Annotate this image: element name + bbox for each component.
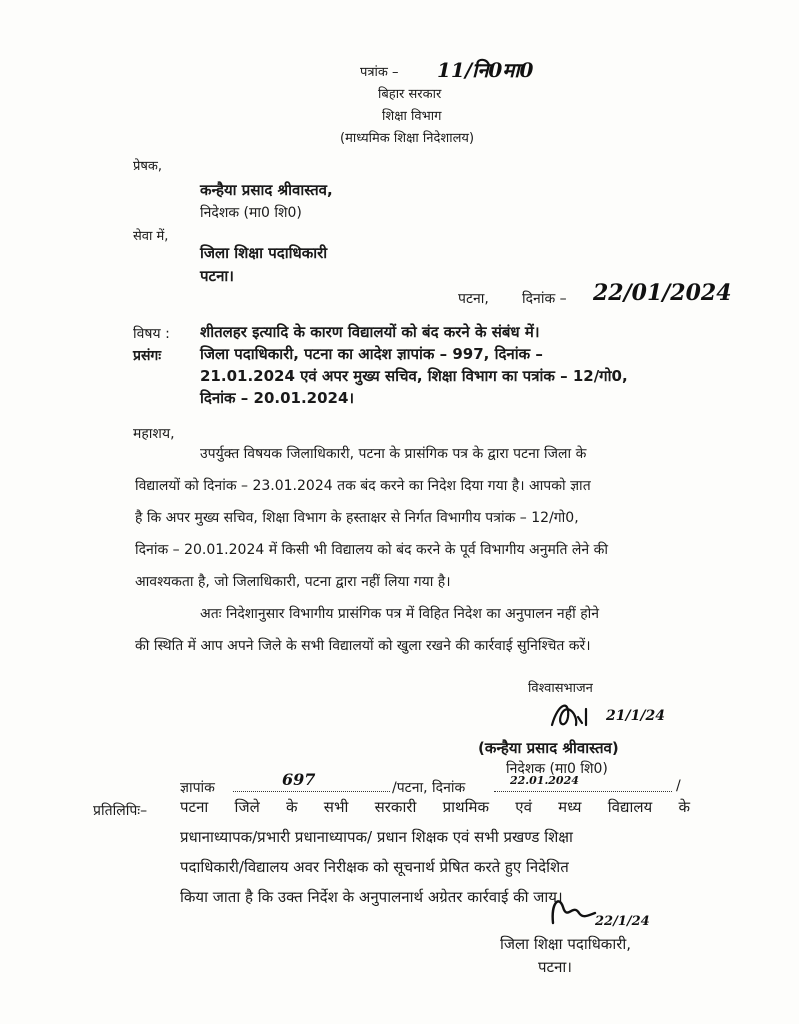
dateline-place: पटना, (458, 291, 489, 307)
salutation: महाशय, (133, 426, 175, 442)
copy-line-2: प्रधानाध्यापक/प्रभारी प्रधानाध्यापक/ प्रधान शिक्षक एवं सभी प्रखण्ड शिक्षा (180, 828, 573, 846)
sender-designation: निदेशक (मा0 शि0) (200, 205, 302, 221)
body-p2-line-1: अतः निदेशानुसार विभागीय प्रासंगिक पत्र में विहित निदेश का अनुपालन नहीं होने (200, 606, 600, 622)
recipient-label: सेवा में, (133, 229, 169, 244)
director-signature (548, 695, 608, 735)
recipient-line2: पटना। (200, 267, 234, 285)
memo-label: ज्ञापांक (180, 780, 215, 796)
memo-place: /पटना, दिनांक (392, 780, 466, 796)
copy-text (180, 792, 690, 912)
reference-line-2: 21.01.2024 एवं अपर मुख्य सचिव, शिक्षा विभाग का पत्रांक – 12/गो0, (200, 367, 628, 385)
sender-label: प्रेषक, (133, 159, 163, 174)
govt-name: बिहार सरकार (378, 87, 442, 102)
copy-label: प्रतिलिपिः– (93, 803, 148, 819)
deo-signature-date: 22/1/24 (595, 914, 650, 929)
memo-date: 22.01.2024 (510, 774, 579, 787)
memo-end: / (676, 778, 681, 794)
subject-text: शीतलहर इत्यादि के कारण विद्यालयों को बंद करने के संबंध में। (200, 323, 540, 341)
body-p1-line-1: उपर्युक्त विषयक जिलाधिकारी, पटना के प्रासंगिक पत्र के द्वारा पटना जिला के (200, 446, 587, 462)
director-designation: निदेशक (मा0 शि0) (506, 761, 608, 777)
sender-name: कन्हैया प्रसाद श्रीवास्तव, (200, 181, 333, 199)
copy-line-1: पटना जिले के सभी सरकारी प्राथमिक एवं मध्य विद्यालय के (180, 798, 690, 816)
recipient-line1: जिला शिक्षा पदाधिकारी (200, 244, 328, 262)
body-p1-line-4: दिनांक – 20.01.2024 में किसी भी विद्यालय को बंद करने के पूर्व विभागीय अनुमति लेने की (135, 542, 609, 558)
body-paragraph-1 (135, 438, 715, 598)
dateline-date: 22/01/2024 (593, 280, 732, 306)
body-p1-line-2: विद्यालयों को दिनांक – 23.01.2024 तक बंद करने का निदेश दिया गया है। आपको ज्ञात (135, 478, 591, 494)
body-p2-line-2: की स्थिति में आप अपने जिले के सभी विद्यालयों को खुला रखने की कार्रवाई सुनिश्चित करें। (135, 638, 591, 654)
memo-number: 697 (282, 770, 316, 789)
copy-line-4: किया जाता है कि उक्त निर्देश के अनुपालनार्थ अग्रेतर कार्रवाई की जाय। (180, 888, 563, 906)
deo-designation: जिला शिक्षा पदाधिकारी, (500, 935, 632, 953)
dateline-date-label: दिनांक – (522, 291, 567, 307)
director-name: (कन्हैया प्रसाद श्रीवास्तव) (478, 739, 619, 757)
yours-faithfully: विश्वासभाजन (528, 681, 593, 696)
department-name: शिक्षा विभाग (382, 109, 442, 124)
subject-label: विषय : (133, 326, 170, 342)
patrank-label: पत्रांक – (360, 65, 399, 80)
reference-line-3: दिनांक – 20.01.2024। (200, 389, 355, 407)
director-signature-date: 21/1/24 (606, 708, 665, 724)
directorate-name: (माध्यमिक शिक्षा निदेशालय) (340, 131, 475, 146)
deo-place: पटना। (538, 958, 572, 976)
body-paragraph-2 (135, 598, 715, 662)
reference-line-1: जिला पदाधिकारी, पटना का आदेश ज्ञापांक – 997, दिनांक – (200, 345, 543, 363)
body-p1-line-5: आवश्यकता है, जो जिलाधिकारी, पटना द्वारा नहीं लिया गया है। (135, 574, 451, 590)
patrank-number: 11/नि0मा0 (437, 58, 534, 82)
copy-line-3: पदाधिकारी/विद्यालय अवर निरीक्षक को सूचनार्थ प्रेषित करते हुए निदेशित (180, 858, 569, 876)
body-p1-line-3: है कि अपर मुख्य सचिव, शिक्षा विभाग के हस्ताक्षर से निर्गत विभागीय पत्रांक – 12/गो0, (135, 510, 579, 526)
reference-label: प्रसंगः (133, 348, 162, 364)
